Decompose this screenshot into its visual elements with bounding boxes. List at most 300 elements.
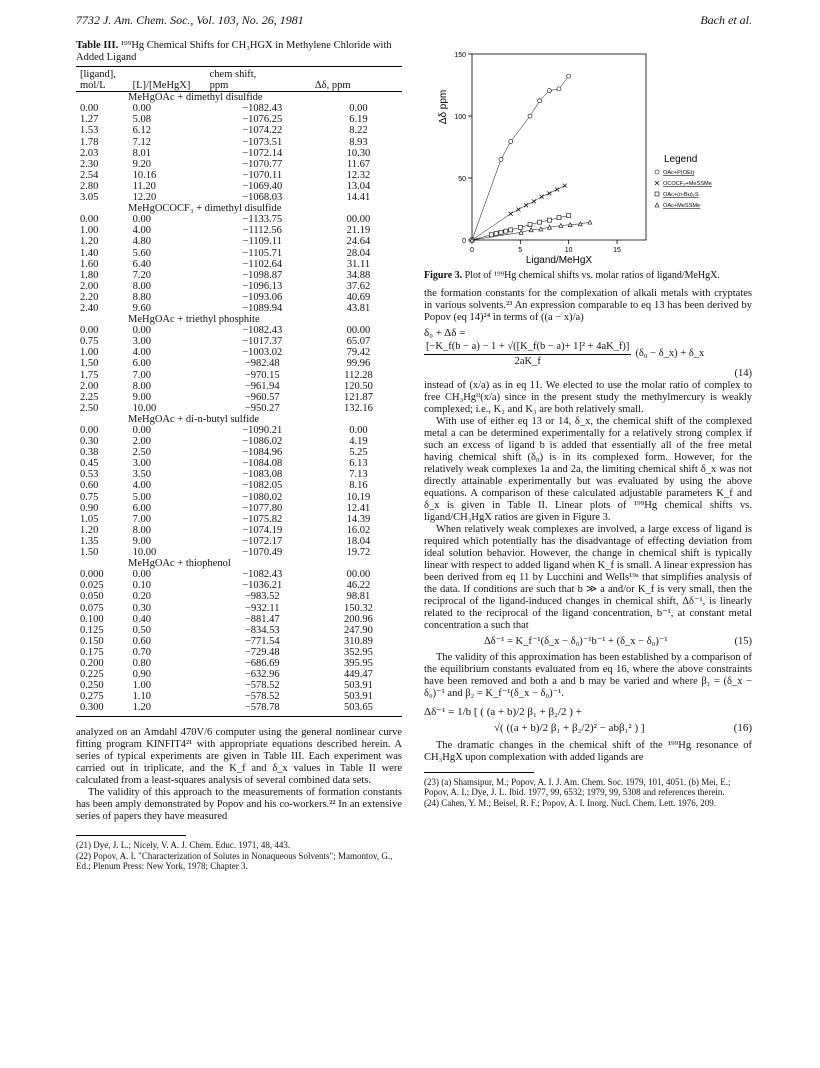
table-cell: 11.67 — [346, 158, 371, 170]
table-cell: 4.00 — [132, 347, 152, 359]
footnote: (22) Popov, A. I. "Characterization of Solutes in Nonaqueous Solvents"; Mamontov, G., Ed.; Plenum Press: New York, 1978; Chapter 3. — [76, 850, 393, 872]
table-row — [76, 525, 402, 536]
table-cell: 12.20 — [132, 192, 157, 204]
table-cell: 0.30 — [132, 602, 152, 614]
data-point — [524, 203, 528, 207]
table-cell: 1.20 — [80, 524, 99, 536]
table-cell: −1098.87 — [242, 269, 283, 281]
table-cell: 6.00 — [132, 502, 152, 514]
table-cell: −1105.71 — [242, 247, 283, 259]
table-cell: 120.50 — [344, 380, 373, 392]
table-cell: 0.90 — [132, 669, 152, 681]
table-row — [76, 669, 402, 680]
table-cell: −1109.11 — [242, 236, 282, 248]
x-tick-label: 5 — [518, 247, 523, 254]
table-row — [76, 547, 402, 558]
table-cell: −1086.02 — [242, 436, 283, 448]
table-cell: 0.00 — [132, 103, 152, 115]
table-cell: 503.91 — [344, 680, 373, 692]
table-cell: 34.88 — [346, 269, 371, 281]
table-cell: 0.00 — [132, 425, 152, 436]
table-row — [76, 436, 402, 447]
table-group-row — [76, 414, 402, 425]
data-point — [494, 231, 498, 235]
table-cell: 4.19 — [349, 436, 368, 448]
table-cell: 00.00 — [346, 214, 371, 226]
table-cell: 0.225 — [80, 669, 104, 681]
eq16-line2: √( ((a + b)/2 β₁ + β₂/2)² − abβ₁² ) ] — [494, 721, 645, 734]
table-cell: −961.94 — [244, 380, 280, 392]
footnote-rule — [76, 835, 186, 836]
table-cell: −729.48 — [244, 646, 280, 658]
table-cell: 0.300 — [80, 702, 104, 714]
eq14-lhs: δ₀ + Δδ = — [424, 326, 466, 339]
shift-table — [76, 66, 402, 717]
table-cell: −1072.14 — [242, 147, 283, 159]
table-cell: 4.80 — [132, 236, 152, 248]
table-cell: −1084.96 — [242, 447, 283, 459]
left-column — [76, 40, 402, 872]
table-cell: −1036.21 — [242, 580, 283, 592]
table-cell: 10.16 — [132, 169, 157, 181]
table-cell: 2.03 — [80, 147, 99, 159]
table-cell: 18.04 — [346, 535, 371, 547]
table-cell: 1.00 — [132, 680, 152, 692]
table-header-cell: ppm — [210, 80, 315, 92]
table-cell: −1082.43 — [242, 103, 283, 115]
legend-entry: OAc+P(OEt) — [663, 170, 695, 176]
table-cell: 16.02 — [346, 524, 371, 536]
table-header-row — [76, 69, 402, 80]
table-cell: 0.000 — [80, 569, 104, 581]
right-paragraph: When relatively weak complexes are involved, a large excess of ligand is required which potentially has the disadvantage of effecting deviation from ideal solution behavior. However, the change in chemical shift is typically linear with respect to added ligand when K_f is small. A linear expression has been derived from eq 11 by Lucchini and Wells¹⁹ᵃ that simplifies analysis of the data. If conditions are such that b ≫ a and/or K_f is very small, then the reciprocal of the ligand-induced changes in chemical shift, Δδ⁻¹, is linearly related to the reciprocal of the ligand concentration, b⁻¹, at constant metal concentration a such that — [424, 523, 752, 631]
table-group-row — [76, 558, 402, 569]
table-cell: 7.00 — [132, 369, 152, 381]
table-cell: −960.57 — [244, 391, 280, 403]
table-cell: 0.75 — [80, 336, 99, 348]
table-cell: 2.80 — [80, 180, 99, 192]
table-cell: 1.80 — [80, 269, 99, 281]
table-header-cell: Δδ, ppm — [315, 80, 402, 92]
table-cell: 4.00 — [132, 480, 152, 492]
table-cell: 7.12 — [132, 136, 152, 148]
table-cell: 46.22 — [346, 580, 371, 592]
table-cell: 0.50 — [132, 624, 152, 636]
table-cell: 9.00 — [132, 391, 152, 403]
table-cell: 9.20 — [132, 158, 152, 170]
table-cell: 0.200 — [80, 657, 104, 669]
x-tick-label: 15 — [613, 247, 621, 254]
right-footnotes — [424, 777, 752, 809]
table-cell: 0.60 — [80, 480, 99, 492]
table-cell: 200.96 — [344, 613, 373, 625]
table-header-cell: [ligand], — [80, 69, 116, 80]
table-row — [76, 636, 402, 647]
table-cell: 0.275 — [80, 691, 104, 703]
table-cell: −1083.08 — [242, 469, 283, 481]
table-cell: −881.47 — [244, 613, 280, 625]
table-cell: 13.04 — [346, 180, 371, 192]
table-cell: −1102.64 — [242, 258, 283, 270]
table-row — [76, 647, 402, 658]
table-cell: 8.16 — [349, 480, 368, 492]
table-cell: 0.40 — [132, 613, 152, 625]
table-cell: 43.81 — [346, 302, 371, 314]
table-cell: 9.60 — [132, 302, 152, 314]
table-cell: 21.19 — [346, 225, 371, 237]
table-cell: 1.75 — [80, 369, 99, 381]
table-cell: 2.20 — [80, 291, 99, 303]
table-cell: 0.00 — [132, 325, 152, 337]
table-cell: 14.39 — [346, 513, 371, 525]
table-row — [76, 225, 402, 236]
table-cell: 5.08 — [132, 114, 152, 126]
table-cell: 0.250 — [80, 680, 104, 692]
table-row — [76, 691, 402, 702]
table-cell: 1.00 — [80, 225, 99, 237]
right-paragraph: The validity of this approximation has been established by a comparison of the equilibrium constants evaluated from eq 16, where the above constraints have been removed and both a and b may be varied and where β₁ = (δ_x − δ₀)⁻¹ and β₂ = K_f⁻¹(δ_x − δ₀)⁻¹. — [424, 651, 752, 699]
footnote: (24) Cahen, Y. M.; Beisel, R. F.; Popov, A. I. Inorg. Nucl. Chem. Lett. 1976, 209. — [424, 797, 717, 808]
figure-caption — [424, 270, 752, 282]
table-cell: −1082.43 — [242, 325, 283, 337]
table-cell: 3.00 — [132, 458, 152, 470]
table-cell: −578.78 — [244, 702, 280, 714]
table-cell: 449.47 — [344, 669, 373, 681]
equation-16 — [424, 706, 752, 734]
table-cell: 6.00 — [132, 358, 152, 370]
table-row — [76, 125, 402, 136]
table-cell: −1133.75 — [242, 214, 283, 226]
table-cell: 0.100 — [80, 613, 104, 625]
table-row — [76, 358, 402, 369]
table-cell: 0.20 — [132, 591, 152, 603]
table-cell: 1.20 — [132, 702, 152, 714]
table-row — [76, 270, 402, 281]
table-cell: 3.50 — [132, 469, 152, 481]
equation-15 — [484, 636, 752, 648]
table-cell: 10.30 — [346, 147, 371, 159]
table-row — [76, 425, 402, 436]
data-point — [655, 203, 659, 207]
table-row — [76, 503, 402, 514]
table-cell: −1076.25 — [242, 114, 283, 126]
table-cell: −632.96 — [244, 669, 280, 681]
table-cell: −1082.43 — [242, 569, 283, 581]
footnote: (21) Dye, J. L.; Nicely, V. A. J. Chem. Educ. 1971, 48, 443. — [76, 840, 291, 851]
table-row — [76, 480, 402, 491]
table-cell: −1069.40 — [242, 180, 283, 192]
table-cell: 12.41 — [346, 502, 371, 514]
table-cell: 2.30 — [80, 158, 99, 170]
table-cell: 1.53 — [80, 125, 99, 137]
table-cell: 2.54 — [80, 169, 99, 181]
table-cell: 2.00 — [132, 436, 152, 448]
table-cell: 1.20 — [80, 236, 99, 248]
table-row — [76, 458, 402, 469]
table-cell: −1077.80 — [242, 502, 283, 514]
x-tick-label: 10 — [564, 247, 573, 254]
table-cell: 0.45 — [80, 458, 99, 470]
data-point — [547, 191, 551, 195]
table-cell: 6.40 — [132, 258, 152, 270]
table-cell: 3.05 — [80, 192, 99, 204]
data-point — [655, 170, 659, 174]
table-row — [76, 236, 402, 247]
right-paragraph: the formation constants for the complexation of alkali metals with cryptates in various solvents.²³ An expression comparable to eq 13 has been derived by Popov (eq 14)²⁴ in terms of ((a − x)/a) — [424, 287, 752, 323]
table-row — [76, 114, 402, 125]
table-group-title: MeHgOCOCF₃ + dimethyl disulfide — [128, 203, 282, 215]
table-cell: 0.075 — [80, 602, 104, 614]
table-cell: 0.025 — [80, 580, 104, 592]
table-row — [76, 536, 402, 547]
table-cell: −1068.03 — [242, 192, 283, 204]
table-cell: −686.69 — [244, 657, 280, 669]
eq14-numerator: [−K_f(b − a) − 1 + √([K_f(b − a)+ 1]² + 4aK_f)] — [424, 341, 631, 355]
table-cell: 7.20 — [132, 269, 152, 281]
table-row — [76, 370, 402, 381]
table-cell: 8.22 — [349, 125, 368, 137]
data-point — [509, 140, 513, 144]
table-cell: 10.00 — [132, 547, 157, 559]
table-cell: 0.00 — [80, 103, 99, 115]
table-row — [76, 569, 402, 580]
rule-cell — [76, 713, 402, 717]
table-cell: 5.60 — [132, 247, 152, 259]
table-row — [76, 381, 402, 392]
data-point — [532, 199, 536, 203]
table-cell: 0.38 — [80, 447, 99, 459]
table-cell: −1080.02 — [242, 491, 283, 503]
table-row — [76, 403, 402, 414]
table-bottom-rule — [76, 713, 402, 717]
table-cell: 121.87 — [344, 391, 373, 403]
right-body-text — [424, 288, 752, 764]
table-cell: 1.50 — [80, 358, 99, 370]
table-cell: −1112.56 — [242, 225, 282, 237]
right-paragraph: With use of either eq 13 or 14, δ_x, the chemical shift of the complexed metal a can be determined experimentally for a relatively strong complex if such an excess of ligand b is added that essentially all of the free metal having chemical shift (δ₀) is in its complexed form. However, for the relatively weak complexes 1a and 2a, the limiting chemical shift δ_x was not directly attainable experimentally but was evaluated by using the above equations. A comparison of these calculated adjustable parameters K_f and δ_x is given in Table II. Linear plots of ¹⁹⁹Hg chemical shifts vs. ligand/CH₃HgX ratios are given in Figure 3. — [424, 415, 752, 523]
table-cell: 0.125 — [80, 624, 104, 636]
table-caption-label: Table III. — [76, 40, 119, 51]
table-row — [76, 214, 402, 225]
table-cell: 4.00 — [132, 225, 152, 237]
table-cell: 0.00 — [132, 214, 152, 226]
table-cell: 8.00 — [132, 380, 152, 392]
table-row — [76, 325, 402, 336]
table-cell: 310.89 — [344, 635, 373, 647]
table-cell: 0.60 — [132, 635, 152, 647]
data-point — [528, 223, 532, 227]
table-cell: 5.00 — [132, 491, 152, 503]
data-point — [509, 228, 513, 232]
data-point — [504, 229, 508, 233]
table-row — [76, 336, 402, 347]
data-point — [538, 220, 542, 224]
table-cell: 19.72 — [346, 547, 371, 559]
eq16-number: (16) — [733, 721, 752, 734]
table-cell: 14.41 — [346, 192, 371, 204]
table-cell: 8.80 — [132, 291, 152, 303]
table-row — [76, 192, 402, 203]
table-cell: −1003.02 — [242, 347, 283, 359]
table-cell: 5.25 — [349, 447, 368, 459]
table-cell: 0.80 — [132, 657, 152, 669]
table-row — [76, 281, 402, 292]
table-cell: −1017.37 — [242, 336, 283, 348]
table-cell: 24.64 — [346, 236, 371, 248]
table-header-cell: [L]/[MeHgX] — [129, 80, 210, 92]
data-point — [499, 157, 503, 161]
table-cell: −1070.49 — [242, 547, 283, 559]
table-cell: 150.32 — [344, 602, 373, 614]
table-cell: 1.00 — [80, 347, 99, 359]
table-cell: 0.175 — [80, 646, 104, 658]
table-cell: −1072.17 — [242, 535, 283, 547]
table-cell: 10.19 — [346, 491, 371, 503]
table-row — [76, 625, 402, 636]
data-point — [567, 74, 571, 78]
table-row — [76, 259, 402, 270]
table-cell: 0.10 — [132, 580, 152, 592]
table-row — [76, 181, 402, 192]
table-cell: 8.00 — [132, 280, 152, 292]
legend-entry: OCOCF₃+MeSSMe — [663, 181, 712, 187]
table-caption — [76, 40, 402, 64]
table-cell: 7.13 — [349, 469, 368, 481]
journal-citation: 7732 J. Am. Chem. Soc., Vol. 103, No. 26, 1981 — [76, 13, 304, 27]
table-cell: 2.40 — [80, 302, 99, 314]
table-cell: −1082.05 — [242, 480, 283, 492]
author-header: Bach et al. — [700, 13, 752, 27]
table-row — [76, 447, 402, 458]
table-cell: 2.00 — [80, 280, 99, 292]
table-cell: 1.60 — [80, 258, 99, 270]
table-cell: −1073.51 — [242, 136, 283, 148]
table-cell: 1.40 — [80, 247, 99, 259]
table-cell: −834.53 — [244, 624, 280, 636]
right-paragraph: instead of (x/a) as in eq 11. We elected to use the molar ratio of complex to free CH₃Hgᴵᴵ(x/a) since in the present study the methylmercury is weakly complexed; i.e., K₂ and K₃ are both relatively small. — [424, 379, 752, 415]
x-tick-label: 0 — [470, 247, 474, 254]
table-cell: 7.00 — [132, 513, 152, 525]
table-cell: 2.25 — [80, 391, 99, 403]
table-cell: −950.27 — [244, 402, 280, 414]
table-cell: −932.11 — [245, 602, 280, 614]
table-cell: −578.52 — [244, 691, 280, 703]
table-cell: 00.00 — [346, 569, 371, 581]
y-tick-label: 50 — [458, 176, 466, 183]
table-row — [76, 469, 402, 480]
table-row — [76, 591, 402, 602]
table-row — [76, 658, 402, 669]
table-cell: 8.00 — [132, 524, 152, 536]
data-point — [518, 225, 522, 229]
table-group-title: MeHgOAc + triethyl phosphite — [128, 314, 260, 326]
table-cell: 112.28 — [344, 369, 373, 381]
x-axis-label: Ligand/MeHgX — [525, 255, 593, 266]
table-cell: 0.00 — [80, 425, 99, 436]
table-cell: 1.10 — [132, 691, 152, 703]
figure-caption-text: Plot of ¹⁹⁹Hg chemical shifts vs. molar ratios of ligand/MeHgX. — [464, 270, 720, 281]
table-cell: 0.53 — [80, 469, 99, 481]
table-cell: 3.00 — [132, 336, 152, 348]
table-cell: −771.54 — [244, 635, 280, 647]
data-point — [547, 89, 551, 93]
table-cell: 132.16 — [344, 402, 373, 414]
data-point — [489, 233, 493, 237]
data-point — [567, 214, 571, 218]
table-cell: −1074.22 — [242, 125, 283, 137]
table-cell: −1070.11 — [242, 169, 283, 181]
table-cell: −970.15 — [244, 369, 280, 381]
data-point — [563, 184, 567, 188]
table-cell: 8.01 — [132, 147, 152, 159]
table-row — [76, 137, 402, 148]
data-point — [655, 181, 659, 185]
table-cell: 2.50 — [132, 447, 152, 459]
table-cell: 1.50 — [80, 547, 99, 559]
right-paragraph: The dramatic changes in the chemical shift of the ¹⁹⁹Hg resonance of CH₃HgX upon complexation with added ligands are — [424, 739, 752, 763]
table-cell: 352.95 — [344, 646, 373, 658]
table-cell: 1.27 — [80, 114, 99, 126]
footnote: (23) (a) Shamsipur, M.; Popov, A. I. J. Am. Chem. Soc. 1979, 101, 4051. (b) Mei, E.; Popov, A. I.; Dye, J. L. Ibid. 1977, 99, 6532; 1979, 99, 5308 and references therein. — [424, 776, 731, 797]
data-point — [499, 230, 503, 234]
table-cell: 99.96 — [346, 358, 371, 370]
table-row — [76, 159, 402, 170]
y-tick-label: 0 — [462, 238, 466, 245]
table-header-cell — [129, 69, 210, 80]
table-cell: −1075.82 — [242, 513, 283, 525]
table-cell: 98.81 — [346, 591, 371, 603]
table-row — [76, 292, 402, 303]
table-cell: −1093.06 — [242, 291, 283, 303]
table-caption-text: ¹⁹⁹Hg Chemical Shifts for CH₃HGX in Methylene Chloride with Added Ligand — [76, 40, 392, 63]
table-cell: 79.42 — [346, 347, 371, 359]
table-cell: 0.00 — [132, 569, 152, 581]
series-line — [472, 186, 565, 240]
data-point — [516, 207, 520, 211]
figure-caption-label: Figure 3. — [424, 270, 463, 281]
table-cell: 40.69 — [346, 291, 371, 303]
table-group-title: MeHgOAc + di-n-butyl sulfide — [128, 413, 260, 425]
table-cell: 37.62 — [346, 280, 371, 292]
table-header-row — [76, 80, 402, 92]
table-row — [76, 492, 402, 503]
table-cell: 6.12 — [132, 125, 152, 137]
table-cell: −1089.94 — [242, 302, 283, 314]
data-point — [528, 114, 532, 118]
table-cell: 0.00 — [80, 214, 99, 226]
table-cell: 2.00 — [80, 380, 99, 392]
data-point — [555, 188, 559, 192]
table-group-row — [76, 203, 402, 214]
table-cell: 2.50 — [80, 402, 99, 414]
table-cell: −1070.77 — [242, 158, 283, 170]
chemical-shift-chart — [424, 40, 752, 268]
right-column — [424, 40, 752, 808]
table-row — [76, 170, 402, 181]
table-cell: −982.48 — [244, 358, 280, 370]
table-group-row — [76, 92, 402, 104]
table-row — [76, 614, 402, 625]
table-header-cell: chem shift, — [209, 69, 257, 80]
eq16-line1: Δδ⁻¹ = 1/b [ ( (a + b)/2 β₁ + β₂/2 ) + — [424, 705, 582, 718]
equation-14 — [424, 327, 752, 380]
data-point — [509, 212, 513, 216]
table-row — [76, 580, 402, 591]
table-group-row — [76, 314, 402, 325]
table-cell: −1084.08 — [242, 458, 283, 470]
footnote-rule — [424, 772, 534, 773]
table-cell: 12.32 — [346, 169, 371, 181]
